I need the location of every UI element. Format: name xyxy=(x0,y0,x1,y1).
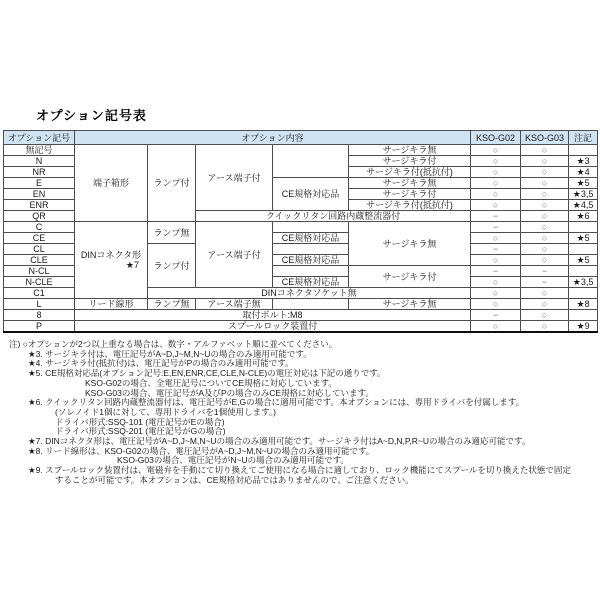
table-row xyxy=(4,321,598,333)
note-line: 注) ○オプションが2つ以上重なる場合は、数字・アルファベット順に並べてください。 xyxy=(9,339,338,349)
lamp-cell: ランプ付 xyxy=(148,244,196,288)
ce-spec-cell: CE規格対応品 xyxy=(273,277,349,288)
option-code-cell: ENR xyxy=(4,200,75,211)
connection-type-cell xyxy=(75,222,148,299)
option-code-cell: C xyxy=(4,222,75,233)
connection-type-cell: リード線形 xyxy=(75,299,148,310)
ksog02-cell: − xyxy=(471,310,521,321)
ksog02-cell: ○ xyxy=(471,200,521,211)
column-header-note: 注記 xyxy=(569,131,598,145)
table-row xyxy=(4,310,598,321)
note-line: (ソレノイド1個に対して、専用ドライバを1個使用します。) xyxy=(55,406,276,417)
option-code-cell: C1 xyxy=(4,288,75,299)
surge-killer-cell: サージキラ付 xyxy=(349,266,471,288)
note-line: ★9. スプールロック装置付は、電磁弁を手動にて切り換えてご使用になる場合に適しており、ロック機能にてスプールを切り換えた状態で固定 xyxy=(28,465,571,476)
ce-spec-cell: CE規格対応品 xyxy=(273,255,349,266)
ksog03-cell: ○ xyxy=(521,321,569,333)
column-header-kso-g03: KSO-G03 xyxy=(521,131,569,145)
ksog03-cell: ○ xyxy=(521,156,569,167)
ksog02-cell: − xyxy=(471,244,521,255)
column-header-kso-g02: KSO-G02 xyxy=(471,131,521,145)
note-line: ★5. CE規格対応品(オプション記号:E,EN,ENR,CE,CLE,N-CLE)の電圧対応は下記の通りです。 xyxy=(28,368,386,379)
option-code-cell: QR xyxy=(4,211,75,222)
table-row xyxy=(4,222,598,233)
earth-terminal-cell: アース端子付 xyxy=(196,145,273,211)
note-cell xyxy=(569,145,598,156)
note-line: KSO-G02の場合、全電圧記号についてCE規格に対応しています。 xyxy=(85,377,337,388)
option-code-cell: NR xyxy=(4,167,75,178)
surge-killer-cell: サージキラ無 xyxy=(349,145,471,156)
note-cell: ★4 xyxy=(569,167,598,178)
ksog03-cell: ○ xyxy=(521,167,569,178)
ksog03-cell: ○ xyxy=(521,178,569,189)
connection-type-cell: 端子箱形 xyxy=(75,145,148,222)
note-cell: ★5 xyxy=(569,255,598,266)
ce-spec-cell xyxy=(273,266,349,277)
option-code-cell: CL xyxy=(4,244,75,255)
earth-terminal-cell: アース端子付 xyxy=(196,222,273,288)
option-code-cell: 8 xyxy=(4,310,75,321)
ksog02-cell: ○ xyxy=(471,321,521,333)
ce-spec-cell: CE規格対応品 xyxy=(273,178,349,211)
ksog03-cell: − xyxy=(521,266,569,277)
page-title: オプション記号表 xyxy=(36,108,147,123)
note-line: KSO-G03の場合、電圧記号がA及びPの場合のみCE規格に対応しています。 xyxy=(85,387,374,398)
table-row xyxy=(4,145,598,156)
ksog03-cell: ○ xyxy=(521,244,569,255)
earth-terminal-cell: アース端子無 xyxy=(196,299,273,310)
ksog02-cell: ○ xyxy=(471,299,521,310)
ksog03-cell: − xyxy=(521,277,569,288)
ksog03-cell: ○ xyxy=(521,299,569,310)
note-line: ★8. リード線形は、KSO-G02の場合、電圧記号がA~D,J~M,N~Uの場合のみ適用可能です。 xyxy=(28,445,375,456)
ksog02-cell: ○ xyxy=(471,277,521,288)
ce-spec-cell xyxy=(273,244,349,255)
option-code-cell: P xyxy=(4,321,75,333)
option-code-cell: N-CLE xyxy=(4,277,75,288)
table-row xyxy=(4,299,598,310)
option-symbol-table xyxy=(3,130,598,333)
column-header-option-content: オプション内容 xyxy=(75,131,471,145)
ksog02-cell: − xyxy=(471,211,521,222)
ce-spec-cell xyxy=(273,299,349,310)
note-line: ★7. DINコネクタ形は、電圧記号がA~D,J~M,N~Uの場合のみ適用可能です。サージキラ付はA~D,N,P,R~Uの場合のみ適応可能です。 xyxy=(28,436,531,447)
ksog02-cell: ○ xyxy=(471,178,521,189)
header-row xyxy=(4,131,598,145)
ksog02-cell: ○ xyxy=(471,189,521,200)
ksog02-cell: ○ xyxy=(471,156,521,167)
ksog03-cell: ○ xyxy=(521,200,569,211)
note-cell xyxy=(569,266,598,277)
surge-killer-cell: サージキラ無 xyxy=(349,222,471,266)
ksog03-cell: ○ xyxy=(521,211,569,222)
surge-killer-cell: サージキラ付 xyxy=(349,189,471,200)
lamp-cell: ランプ無 xyxy=(148,222,196,244)
surge-killer-cell: サージキラ無 xyxy=(349,299,471,310)
surge-killer-cell: サージキラ付(抵抗付) xyxy=(349,167,471,178)
note-cell: ★5 xyxy=(569,233,598,244)
ksog03-cell: ○ xyxy=(521,310,569,321)
ce-spec-cell xyxy=(273,222,349,233)
note-line: KSO-G03の場合、電圧記号がN~Uの場合のみ適用可能です。 xyxy=(117,455,349,466)
lamp-cell: ランプ付 xyxy=(148,145,196,222)
note-cell: ★3,5 xyxy=(569,189,598,200)
note-line: ドライバ形式:SSQ-101 (電圧記号がEの場合) xyxy=(55,416,225,427)
note-line: ★4. サージキラ付(抵抗付)は、電圧記号がPの場合のみ適用可能です。 xyxy=(28,358,294,369)
spool-lock-cell: スプールロック装置付 xyxy=(75,321,471,333)
note-cell: ★4,5 xyxy=(569,200,598,211)
surge-killer-cell: サージキラ無 xyxy=(349,178,471,189)
note-cell: ★3,5 xyxy=(569,277,598,288)
ce-spec-cell: CE規格対応品 xyxy=(273,233,349,244)
ksog03-cell: ○ xyxy=(521,288,569,299)
surge-killer-cell: サージキラ付 xyxy=(349,156,471,167)
ksog03-cell: ○ xyxy=(521,255,569,266)
ksog03-cell: ○ xyxy=(521,222,569,233)
surge-killer-cell: サージキラ付(抵抗付) xyxy=(349,200,471,211)
ksog03-cell: ○ xyxy=(521,233,569,244)
column-header-option-symbol: オプション記号 xyxy=(4,131,75,145)
note-cell xyxy=(569,288,598,299)
ksog02-cell: − xyxy=(471,266,521,277)
note-cell xyxy=(569,310,598,321)
option-code-cell: CLE xyxy=(4,255,75,266)
note-line: ドライバ形式:SSQ-201 (電圧記号がGの場合) xyxy=(55,426,226,437)
option-code-cell: N xyxy=(4,156,75,167)
option-code-cell: 無記号 xyxy=(4,145,75,156)
option-code-cell: CE xyxy=(4,233,75,244)
option-code-cell: L xyxy=(4,299,75,310)
lamp-cell: ランプ無 xyxy=(148,299,196,310)
note-cell: ★6 xyxy=(569,211,598,222)
note-line: することが可能です。本オプションは、CE規格対応品ではありませんので、ご注意ください。 xyxy=(55,474,414,485)
din-connector-note-ref: ★7 xyxy=(125,260,139,270)
note-line: ★6. クイックリタン回路内蔵整流器付は、電圧記号がE,Gの場合に適用可能です。本オプションには、専用ドライバを付属します。 xyxy=(28,397,525,408)
ksog03-cell: ○ xyxy=(521,189,569,200)
note-line: ★3. サージキラ付は、電圧記号がA~D,J~M,N~Uの場合のみ適用可能です。 xyxy=(28,348,312,359)
option-code-cell: EN xyxy=(4,189,75,200)
ce-spec-cell xyxy=(273,145,349,178)
ksog02-cell: ○ xyxy=(471,255,521,266)
note-cell: ★8 xyxy=(569,299,598,310)
ksog02-cell: ○ xyxy=(471,145,521,156)
option-code-cell: E xyxy=(4,178,75,189)
ksog02-cell: ○ xyxy=(471,167,521,178)
ksog02-cell: ○ xyxy=(471,288,521,299)
note-cell: ★9 xyxy=(569,321,598,333)
note-cell: ★5 xyxy=(569,178,598,189)
din-connector-label: DINコネクタ形 xyxy=(80,250,142,260)
note-cell: ★3 xyxy=(569,156,598,167)
option-code-cell: N-CL xyxy=(4,266,75,277)
notes-section xyxy=(3,340,597,486)
quick-return-cell: クイックリタン回路内蔵整流器付 xyxy=(196,211,471,222)
ksog02-cell: − xyxy=(471,222,521,233)
note-cell xyxy=(569,244,598,255)
din-socket-none-cell: DINコネクタソケット無 xyxy=(148,288,471,299)
ksog02-cell: ○ xyxy=(471,233,521,244)
ksog03-cell: ○ xyxy=(521,145,569,156)
mounting-bolt-cell: 取付ボルト:M8 xyxy=(75,310,471,321)
note-cell xyxy=(569,222,598,233)
